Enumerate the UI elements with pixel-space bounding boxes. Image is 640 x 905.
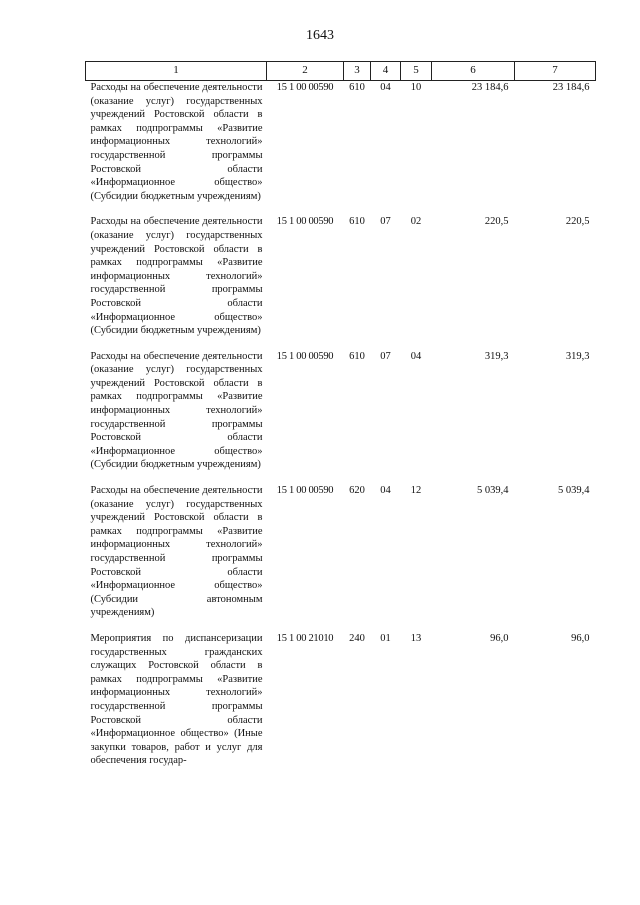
- column-header: 6: [432, 62, 515, 81]
- column-header: 5: [401, 62, 432, 81]
- target-article-code: 15 1 00 00590: [276, 216, 334, 228]
- amount-cell: 319,3: [484, 350, 509, 362]
- table-row: [86, 632, 596, 780]
- table-row: [86, 81, 596, 216]
- section-code: 07: [380, 350, 391, 362]
- target-article-code: 15 1 00 00590: [276, 485, 334, 497]
- amount-cell: 23 184,6: [471, 82, 509, 93]
- column-header: 1: [86, 62, 267, 81]
- target-article-code: 15 1 00 00590: [276, 82, 334, 93]
- row-description: Расходы на обеспечение деятельности (оказание услуг) государственных учреждений Ростовской области в рамках подпрограммы «Развитие информационных технологий» государственной программы Ростовской области «Информационное общество» (Субсидии бюджетным учреждениям): [90, 350, 263, 471]
- amount-cell: 23 184,6: [552, 82, 590, 93]
- amount-cell: 5 039,4: [477, 485, 509, 497]
- expense-type-code: 240: [349, 632, 365, 644]
- amount-cell: 96,0: [490, 632, 509, 644]
- table-row: [86, 484, 596, 632]
- column-header: 3: [344, 62, 371, 81]
- table-row: [86, 350, 596, 484]
- table-header-row: [86, 62, 596, 81]
- target-article-code: 15 1 00 21010: [276, 632, 334, 644]
- expense-type-code: 610: [349, 82, 365, 93]
- amount-cell: 5 039,4: [558, 485, 590, 497]
- row-description: Мероприятия по диспансеризации государственных гражданских служащих Ростовской области в рамках подпрограммы «Развитие информационных технологий» государственной программы Ростовской области «Информационное общество» (Иные закупки товаров, работ и услуг для обеспечения государ-: [90, 632, 263, 767]
- amount-cell: 96,0: [571, 632, 590, 644]
- column-header: 7: [515, 62, 596, 81]
- table-row: [86, 215, 596, 349]
- row-description: Расходы на обеспечение деятельности (оказание услуг) государственных учреждений Ростовской области в рамках подпрограммы «Развитие информационных технологий» государственной программы Ростовской области «Информационное общество» (Субсидии бюджетным учреждениям): [90, 82, 263, 202]
- budget-table: [85, 61, 596, 780]
- expense-type-code: 610: [349, 216, 365, 228]
- expense-type-code: 620: [349, 485, 365, 497]
- subsection-code: 12: [410, 485, 422, 497]
- subsection-code: 02: [410, 216, 422, 228]
- section-code: 04: [380, 82, 391, 93]
- section-code: 01: [380, 632, 391, 644]
- page-number: 1643: [306, 28, 334, 43]
- amount-cell: 220,5: [484, 216, 509, 228]
- target-article-code: 15 1 00 00590: [276, 350, 334, 362]
- column-header: 2: [267, 62, 344, 81]
- row-description: Расходы на обеспечение деятельности (оказание услуг) государственных учреждений Ростовской области в рамках подпрограммы «Развитие информационных технологий» государственной программы Ростовской области «Информационное общество» (Субсидии автономным учреждениям): [90, 485, 263, 619]
- amount-cell: 319,3: [565, 350, 590, 362]
- subsection-code: 10: [410, 82, 422, 93]
- amount-cell: 220,5: [565, 216, 590, 228]
- section-code: 04: [380, 485, 391, 497]
- expense-type-code: 610: [349, 350, 365, 362]
- row-description: Расходы на обеспечение деятельности (оказание услуг) государственных учреждений Ростовской области в рамках подпрограммы «Развитие информационных технологий» государственной программы Ростовской области «Информационное общество» (Субсидии бюджетным учреждениям): [90, 216, 263, 337]
- subsection-code: 04: [410, 350, 422, 362]
- section-code: 07: [380, 216, 391, 228]
- subsection-code: 13: [410, 632, 422, 644]
- column-header: 4: [371, 62, 401, 81]
